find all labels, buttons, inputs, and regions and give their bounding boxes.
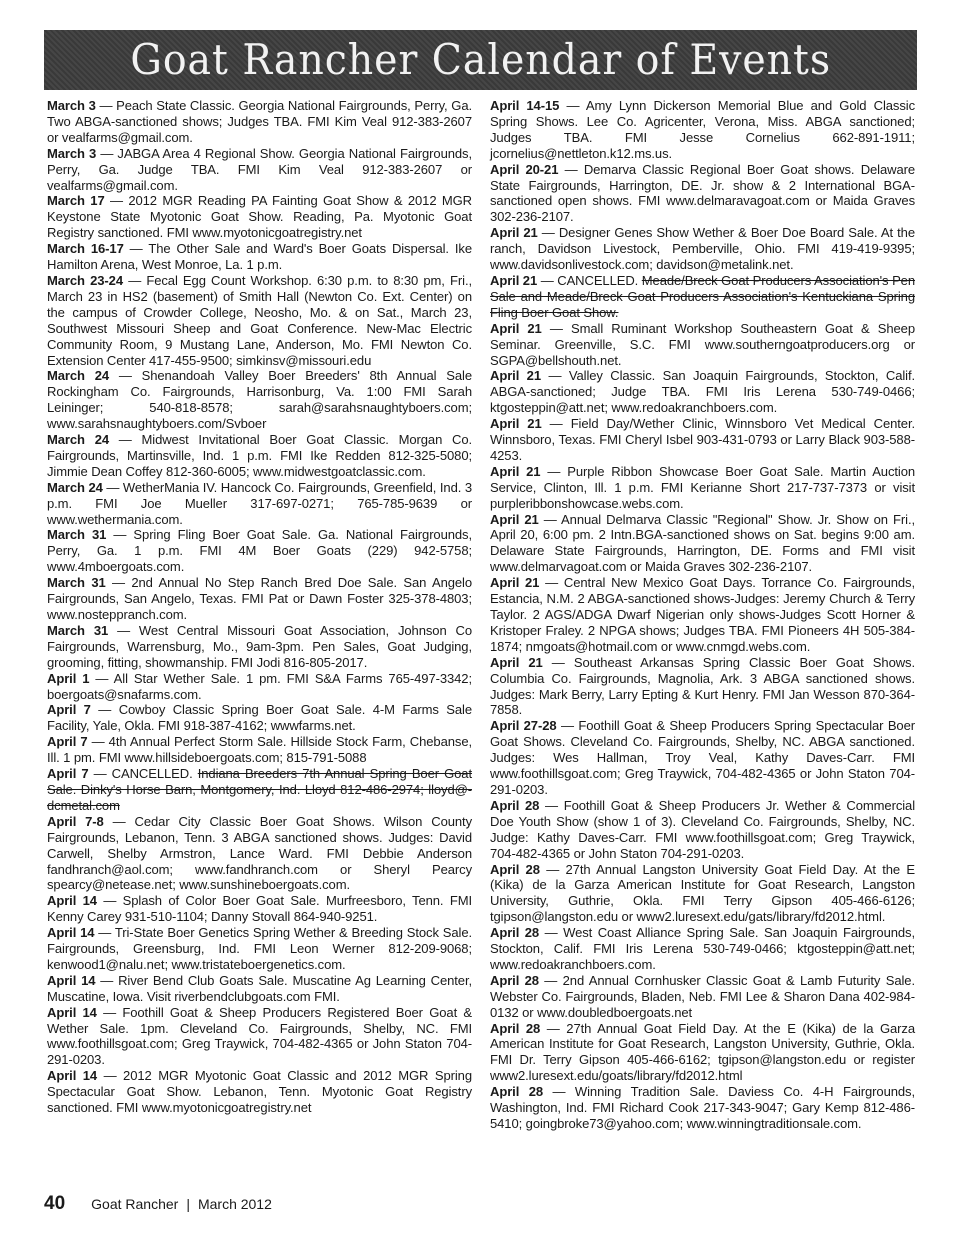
event-details: — Fecal Egg Count Workshop. 6:30 p.m. to 8:30 pm, Fri., March 23 in HS2 (basement) of Smith Hall (Newton Co. Ext. Center) on the campus of Crowder College, Neosho, Mo. & on Sat., March 23, Southwest Missouri Sheep and Goat Conference. New-Mac Electric Community Room, 9 Mustang Lane, Anderson, Mo. FMI Newton Co. Extension Center 417-455-9500; simkinsv@missouri.edu — [47, 272, 472, 368]
event-entry — [490, 321, 915, 369]
event-entry — [47, 734, 472, 766]
event-details: — JABGA Area 4 Regional Show. Georgia National Fairgrounds, Perry, Ga. Judge TBA. FMI Kim Veal 912-383-2607 or vealfarms@gmail.com. — [47, 145, 472, 193]
event-date: April 14 — [47, 1068, 98, 1084]
event-entry — [47, 527, 472, 575]
event-details: — 2012 MGR Reading PA Fainting Goat Show & 2012 MGR Keystone State Myotonic Goat Show. Reading, Pa. Myotonic Goat Registry sanctioned. FMI www.myotonicgoatregistry.net — [47, 193, 472, 241]
event-entry — [490, 862, 915, 926]
event-entry — [490, 575, 915, 655]
event-entry — [47, 671, 472, 703]
event-entry — [47, 98, 472, 146]
event-date: April 1 — [47, 670, 90, 686]
event-date: April 21 — [490, 368, 541, 384]
event-entry — [47, 432, 472, 480]
event-entry — [490, 464, 915, 512]
event-details: — Small Ruminant Workshop Southeastern Goat & Sheep Seminar. Greenville, S.C. FMI www.southerngoatproducers.org or SGPA@bellshouth.net. — [490, 320, 915, 368]
event-details: — All Star Wether Sale. 1 pm. FMI S&A Farms 765-497-3342; boergoats@snafarms.com. — [47, 670, 472, 702]
event-date: April 28 — [490, 972, 539, 988]
event-entry — [490, 368, 915, 416]
event-details: — Foothill Goat & Sheep Producers Jr. Wether & Commercial Doe Youth Show (show 1 of 3). Cleveland Co. Fairgrounds, Shelby, NC. Judge: Kathy Daves-Carr. FMI www.foothillsgoat.com; Greg Traywick, 704-482-4365 or John Staton 704-291-0203. — [490, 797, 915, 861]
event-details: — 27th Annual Langston University Goat Field Day. At the E (Kika) de la Garza American Institute for Goat Research, Langston University, Guthrie, Okla. FMI Terry Gipson 405-466-6126; tgipson@langston.edu or www2.luresext.edu/gats/library/fd2012.html. — [490, 861, 915, 925]
event-date: April 28 — [490, 1084, 544, 1100]
event-date: April 28 — [490, 1020, 541, 1036]
event-entry — [490, 225, 915, 273]
event-details: — Foothill Goat & Sheep Producers Registered Boer Goat & Wether Sale. 1pm. Cleveland Co. Fairgrounds, Shelby, NC. FMI www.foothillsgoat.com; Greg Traywick, 704-482-4365 or John Staton 704-291-0203. — [47, 1004, 472, 1068]
event-date: March 31 — [47, 622, 109, 638]
event-entry — [490, 162, 915, 226]
event-details: — River Bend Club Goats Sale. Muscatine Ag Learning Center, Muscatine, Iowa. Visit riverbendclubgoats.com FMI. — [47, 972, 472, 1004]
event-date: April 14 — [47, 925, 95, 941]
event-date: March 23-24 — [47, 272, 123, 288]
event-details: — Valley Classic. San Joaquin Fairgrounds, Stockton, Calif. ABGA-sanctioned; Judge TBA. FMI Iris Lerena 530-749-0466; ktgosteppin@att.net; www.redoakranchboers.com. — [490, 368, 916, 416]
event-details: — Annual Delmarva Classic "Regional" Show. Jr. Show on Fri., April 20, 6:00 pm. 2 Intn.BGA-sanctioned shows on Sat. begins 9:00 am. Delaware State Fairgrounds, Harrington, DE. Forms and FMI visit www.delmarvagoat.com or Maida Graves 302-236-2107. — [490, 511, 915, 575]
event-entry — [490, 1021, 915, 1085]
event-details: — Cowboy Classic Spring Boer Goat Sale. 4-M Farms Sale Facility, Yale, Okla. FMI 918-387-4162; wwwfarms.net. — [47, 702, 472, 734]
event-date: April 7 — [47, 734, 88, 750]
event-details: — West Central Missouri Goat Association, Johnson Co Fairgrounds, Warrensburg, Mo., 9am-3pm. Pen Sales, Goat Judging, grooming, fitting, showmanship. FMI Jodi 816-805-2017. — [47, 622, 472, 670]
event-entry — [490, 98, 915, 162]
event-date: April 21 — [490, 654, 543, 670]
event-entry — [490, 1084, 915, 1132]
event-entry — [490, 512, 915, 576]
event-details: — Spring Fling Boer Goat Sale. Ga. National Fairgrounds, Perry, Ga. 1 p.m. FMI 4M Boer Goats (229) 942-5758; www.4mboergoats.com. — [47, 527, 473, 575]
event-entry — [490, 973, 915, 1021]
event-entry — [490, 925, 915, 973]
page-title: Goat Rancher Calendar of Events — [130, 35, 831, 84]
event-date: April 28 — [490, 925, 540, 941]
event-details: — 4th Annual Perfect Storm Sale. Hillside Stock Farm, Chebanse, Ill. 1 pm. FMI www.hillsideboergoats.com; 815-791-5088 — [47, 734, 473, 766]
event-date: April 20-21 — [490, 161, 559, 177]
page-number: 40 — [44, 1193, 66, 1214]
event-date: March 31 — [47, 575, 106, 591]
event-entry — [47, 973, 472, 1005]
issue-date: March 2012 — [197, 1196, 272, 1212]
event-details: — WetherMania IV. Hancock Co. Fairgrounds, Greenfield, Ind. 3 p.m. FMI Joe Mueller 317-697-0271; 765-785-9639 or www.wethermania.com. — [47, 479, 472, 527]
event-details: — CANCELLED. — [88, 766, 198, 782]
event-details: — 2nd Annual Cornhusker Classic Goat & Lamb Futurity Sale. Webster Co. Fairgrounds, Bladen, Neb. FMI Lee & Sharon Dana 402-984-0132 or www.doubledboergoats.net — [490, 972, 915, 1020]
event-details: — Amy Lynn Dickerson Memorial Blue and Gold Classic Spring Shows. Lee Co. Agricenter, Verona, Miss. ABGA sanctioned; Judges TBA. FMI Jesse Cornelius 662-891-1911; jcornelius@nettleton.k12.ms.us. — [490, 98, 915, 161]
event-entry — [47, 702, 472, 734]
event-date: April 14-15 — [490, 98, 560, 113]
footer-separator: | — [186, 1196, 190, 1212]
event-date: April 7 — [47, 702, 91, 718]
event-details: — Cedar City Classic Boer Goat Shows. Wilson County Fairgrounds, Lebanon, Tenn. 3 ABGA sanctioned shows. Judges: David Carwell, Shelby Armstron, Lance Ward. FMI Debbie Anderson fandhranch@aol.com; www.fandhranch.com or Sheryl Pearcy spearcy@netease.net; www.sunshineboergoats.com. — [47, 813, 472, 893]
event-details: — Purple Ribbon Showcase Boer Goat Sale. Martin Auction Service, Clinton, Ill. 1 p.m. FMI Kerianne Short 217-737-7373 or visit purpleribbonshowcase.webs.com. — [490, 463, 916, 511]
event-entry — [47, 273, 472, 368]
event-date: April 14 — [47, 893, 97, 909]
event-details: — Field Day/Wether Clinic, Winnsboro Vet Medical Center. Winnsboro, Texas. FMI Cheryl Isbel 903-431-0793 or Larry Black 903-588-4253. — [490, 416, 915, 463]
event-date: April 27-28 — [490, 718, 557, 734]
event-details: — The Other Sale and Ward's Boer Goats Dispersal. Ike Hamilton Arena, West Monroe, La. 1 p.m. — [47, 241, 472, 273]
event-entry — [490, 718, 915, 798]
event-date: April 28 — [490, 797, 540, 813]
event-details: — Designer Genes Show Wether & Boer Doe Board Sale. At the ranch, Davidson Livestock, Pemberville, Ohio. FMI 419-419-9395; www.davidsonlivestock.com; davidson@metalink.net. — [490, 225, 915, 273]
event-entry — [47, 1068, 472, 1116]
header-banner — [44, 30, 917, 90]
event-details: — Central New Mexico Goat Days. Torrance Co. Fairgrounds, Estancia, N.M. 2 ABGA-sanctioned shows-Judges: Jeremy Church & Terry Taylor. 2 AGS/ADGA Dwarf Nigerian only shows-Judges Scott Horner & Kristoper Fraley. 2 NPGA shows; Judges TBA. FMI Pioneers 4H 505-384-1874; nmgoats@hotmail.com or www.cnmgd.webs.com. — [490, 575, 915, 654]
event-date: March 3 — [47, 98, 96, 113]
cancelled-event-details: Indiana Breeders 7th Annual Spring Boer Goat Sale. Dinky's Horse Barn, Montgomery, Ind. Lloyd 812-486-2974; lloyd@-dcmetal.com — [47, 766, 472, 813]
event-entry — [490, 416, 915, 464]
event-details: — Demarva Classic Regional Boer Goat shows. Delaware State Fairgrounds, Harrington, DE. Jr. show & 2 International BGA-sanctioned open shows. FMI www.delmaravagoat.com or Maida Graves 302-236-2107. — [490, 161, 916, 225]
event-date: April 21 — [490, 225, 538, 241]
event-entry — [490, 655, 915, 719]
event-entry — [47, 623, 472, 671]
event-entry — [47, 766, 472, 814]
event-entry — [47, 925, 472, 973]
event-details: — West Coast Alliance Spring Sale. San Joaquin Fairgrounds, Stockton, Calif. FMI Iris Lerena 530-749-0466; ktgosteppin@att.net; www.redoakranchboers.com. — [490, 925, 915, 972]
event-date: March 17 — [47, 193, 105, 209]
event-date: March 24 — [47, 432, 110, 448]
event-entry — [47, 241, 472, 273]
event-entry — [47, 368, 472, 432]
event-date: April 21 — [490, 416, 542, 432]
event-date: April 14 — [47, 1004, 97, 1020]
event-details: — 27th Annual Goat Field Day. At the E (Kika) de la Garza American Institute for Goat Research, Langston University, Guthrie, Okla. FMI Dr. Terry Gipson 405-466-6162; tgipson@langston.edu or register www2.luresext.edu/goats/library/fd2012.html — [490, 1020, 915, 1084]
events-column-right — [490, 98, 915, 1132]
cancelled-event-details: Meade/Breck Goat Producers Association's Pen Sale and Meade/Breck Goat Producers Association's Kentuckiana Spring Fling Boer Goat Show. — [490, 272, 915, 320]
event-entry — [47, 893, 472, 925]
event-details: — Winning Tradition Sale. Daviess Co. 4-H Fairgrounds, Washington, Ind. FMI Richard Cook 217-343-9047; Gary Kemp 812-486-5410; goingbroke73@yahoo.com; www.winningtraditionsale.com. — [490, 1084, 916, 1131]
event-entry — [490, 273, 915, 321]
event-date: March 24 — [47, 368, 110, 384]
event-entry — [47, 146, 472, 194]
event-details: — Shenandoah Valley Boer Breeders' 8th Annual Sale Rockingham Co. Fairgrounds, Harrisonburg, Va. 1:00 FMI Sarah Leininger; 540-818-8578; sarah@sarahsnaughtyboers.com; www.sarahsnaughtyboers.com/Svboer — [47, 368, 473, 432]
publication-name: Goat Rancher — [91, 1196, 179, 1212]
event-details: — Splash of Color Boer Goat Sale. Murfreesboro, Tenn. FMI Kenny Carey 931-510-1104; Danny Stovall 864-940-9251. — [47, 893, 472, 925]
event-entry — [490, 798, 915, 862]
event-details: — 2nd Annual No Step Ranch Bred Doe Sale. San Angelo Fairgrounds, San Angelo, Texas. FMI Pat or Dawn Foster 325-378-4803; www.nosteppranch.com. — [47, 575, 473, 622]
event-date: April 14 — [47, 972, 96, 988]
page-footer — [44, 1193, 272, 1217]
event-date: April 21 — [490, 463, 541, 479]
event-date: April 28 — [490, 861, 540, 877]
event-entry — [47, 480, 472, 528]
event-date: March 16-17 — [47, 241, 124, 257]
event-details: — Southeast Arkansas Spring Classic Boer Goat Shows. Columbia Co. Fairgrounds, Magnolia, Ark. 3 ABGA sanctioned shows. Judges: Mark Berry, Larry Epting & Kurt Henry. FMI Jan Wesson 870-364-7858. — [490, 654, 915, 718]
event-entry — [47, 575, 472, 623]
event-details: — 2012 MGR Myotonic Goat Classic and 2012 MGR Spring Spectacular Goat Show. Lebanon, Tenn. Myotonic Goat Registry sanctioned. FMI www.myotonicgoatregistry.net — [47, 1068, 472, 1116]
event-date: April 21 — [490, 575, 540, 591]
event-details: — Foothill Goat & Sheep Producers Spring Spectacular Boer Goat Shows. Cleveland Co. Fairgrounds, Shelby, NC. ABGA sanctioned. Judges: Wes Hallman, Troy Veal, Kathy Daves-Carr. FMI www.foothillsgoat.com; Greg Traywick, 704-482-4365 or John Staton 704-291-0203. — [490, 718, 915, 797]
event-date: March 31 — [47, 527, 107, 543]
event-details: — CANCELLED. — [537, 272, 642, 288]
event-date: April 7 — [47, 766, 89, 782]
event-entry — [47, 814, 472, 894]
event-details: — Tri-State Boer Genetics Spring Wether & Breeding Stock Sale. Fairgrounds, Greensburg, Ind. FMI Leon Werner 812-209-9068; kenwood1@nalu.net; www.tristateboergenetics.com. — [47, 925, 472, 972]
event-details: — Peach State Classic. Georgia National Fairgrounds, Perry, Ga. Two ABGA-sanctioned shows; Judges TBA. FMI Kim Veal 912-383-2607 or vealfarms@gmail.com. — [47, 98, 472, 145]
event-date: March 24 — [47, 479, 103, 495]
event-details: — Midwest Invitational Boer Goat Classic. Morgan Co. Fairgrounds, Martinsville, Ind. 1 p.m. FMI Ike Redden 812-325-5080; Jimmie Dean Coffey 812-360-6005; www.midwestgoatclassic.com. — [47, 432, 472, 479]
event-entry — [47, 1005, 472, 1069]
event-date: March 3 — [47, 145, 97, 161]
event-date: April 21 — [490, 320, 542, 336]
event-date: April 7-8 — [47, 813, 104, 829]
events-column-left — [47, 98, 472, 1116]
event-date: April 21 — [490, 511, 539, 527]
event-entry — [47, 193, 472, 241]
event-date: April 21 — [490, 272, 538, 288]
